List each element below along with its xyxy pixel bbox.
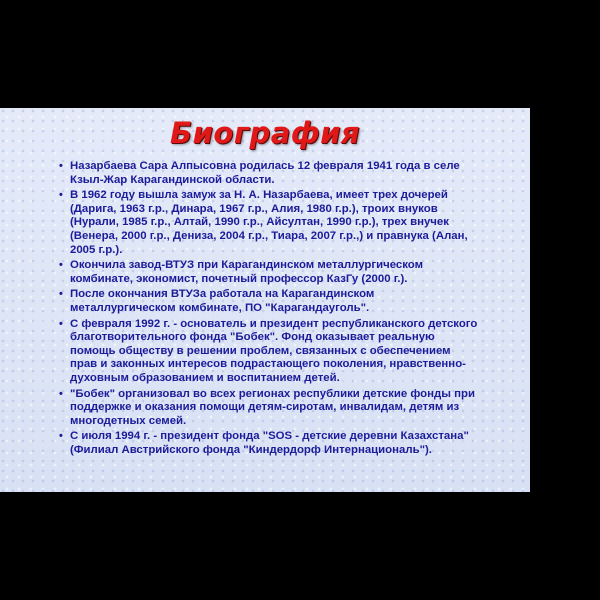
bullet-item-family [59,189,478,257]
bullet-text: С февраля 1992 г. - основатель и президент республиканского детского благотворительного фонда "Бобек". Фонд оказывает реальную помощь обществу в решении проблем, связанных с обеспечением прав и законных интересов подрастающего поколения, нравственно-духовным образованием и воспитанием детей. [70,317,478,384]
bullet-text: С июля 1994 г. - президент фонда "SOS - детские деревни Казахстана" (Филиал Австрийского фонда "Киндердорф Интернациональ"). [70,430,469,456]
bullet-item-bobek-regions [59,387,478,429]
bullet-text: В 1962 году вышла замуж за Н. А. Назарбаева, имеет трех дочерей (Дарига, 1963 г.р., Динара, 1967 г.р., Алия, 1980 г.р.), троих внуков (Нурали, 1985 г.р., Алтай, 1990 г.р., Айсултан, 1990 г.р.), трех внучек (Венера, 2000 г.р., Дениза, 2004 г.р., Тиара, 2007 г.р.,) и правнука (Алан, 2005 г.р.). [70,189,468,256]
bullet-marker: • [59,259,63,272]
bullet-marker: • [59,387,63,400]
slide-title: Биография [169,116,361,150]
bullet-item-bobek-founder [59,317,478,386]
bullet-item-education [59,259,478,286]
bullet-marker: • [59,288,63,301]
bullet-marker: • [59,317,63,330]
bullet-text: "Бобек" организовал во всех регионах республики детские фонды при поддержке и оказания помощи детям-сиротам, инвалидам, детям из многодетных семей. [70,387,475,427]
bullet-list [59,160,478,459]
presentation-slide [0,108,530,492]
bullet-item-birth [59,160,478,187]
bullet-marker: • [59,160,63,172]
bullet-text: Назарбаева Сара Алпысовна родилась 12 февраля 1941 года в селе Кзыл-Жар Карагандинской области. [70,160,460,186]
bullet-item-work [59,288,478,315]
bullet-marker: • [59,430,63,443]
bullet-text: После окончания ВТУЗа работала на Карагандинском металлургическом комбинате, ПО "Карагандауголь". [70,288,375,314]
bullet-text: Окончила завод-ВТУЗ при Карагандинском металлургическом комбинате, экономист, почетный профессор КазГу (2000 г.). [70,259,423,285]
bullet-marker: • [59,189,63,202]
bullet-item-sos [59,430,478,457]
